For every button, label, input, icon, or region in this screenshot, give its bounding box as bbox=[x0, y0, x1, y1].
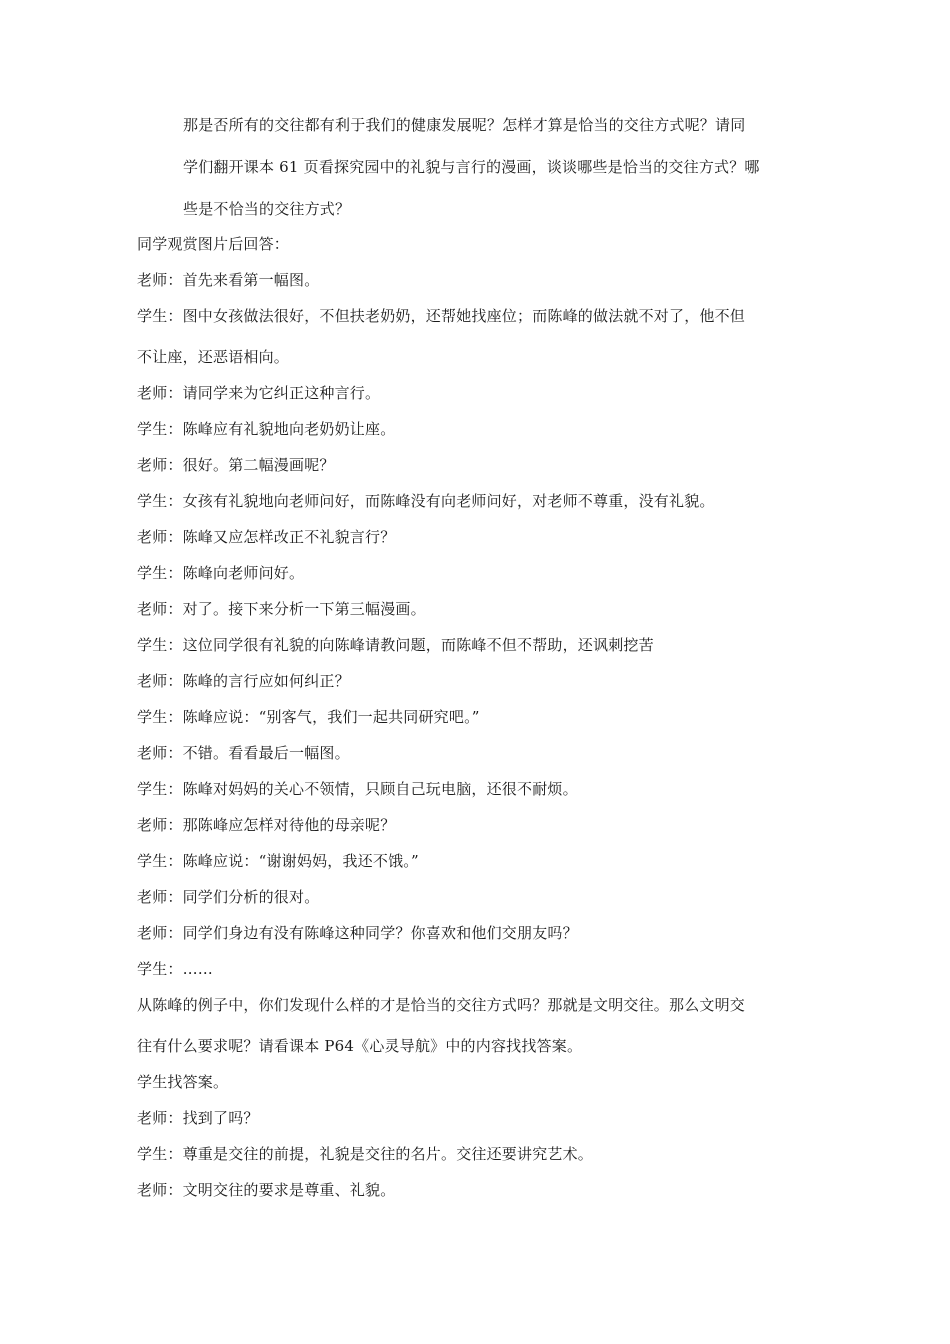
dialogue-line: 老师：找到了吗？ bbox=[137, 1109, 259, 1127]
intro-line: 那是否所有的交往都有利于我们的健康发展呢？怎样才算是恰当的交往方式呢？请同 bbox=[183, 116, 746, 134]
dialogue-line: 老师：那陈峰应怎样对待他的母亲呢？ bbox=[137, 816, 396, 834]
text-line: 从陈峰的例子中，你们发现什么样的才是恰当的交往方式吗？那就是文明交往。那么文明交 bbox=[137, 996, 746, 1014]
dialogue-line: 学生：女孩有礼貌地向老师问好，而陈峰没有向老师问好，对老师不尊重，没有礼貌。 bbox=[137, 492, 715, 510]
dialogue-line: 老师：不错。看看最后一幅图。 bbox=[137, 744, 350, 762]
intro-line: 学们翻开课本 61 页看探究园中的礼貌与言行的漫画，谈谈哪些是恰当的交往方式？哪 bbox=[183, 158, 760, 176]
dialogue-line: 老师：陈峰的言行应如何纠正？ bbox=[137, 672, 350, 690]
dialogue-line: 学生：陈峰应有礼貌地向老奶奶让座。 bbox=[137, 420, 396, 438]
dialogue-line: 老师：同学们分析的很对。 bbox=[137, 888, 320, 906]
dialogue-line: 学生：图中女孩做法很好，不但扶老奶奶，还帮她找座位；而陈峰的做法就不对了，他不但 bbox=[137, 307, 746, 325]
text-line: 同学观赏图片后回答： bbox=[137, 235, 290, 253]
dialogue-line: 学生：陈峰应说：“别客气，我们一起共同研究吧。” bbox=[137, 708, 480, 726]
dialogue-line: 学生：陈峰对妈妈的关心不领情，只顾自己玩电脑，还很不耐烦。 bbox=[137, 780, 578, 798]
dialogue-line: 老师：对了。接下来分析一下第三幅漫画。 bbox=[137, 600, 426, 618]
text-line: 往有什么要求呢？请看课本 P64《心灵导航》中的内容找找答案。 bbox=[137, 1037, 583, 1055]
intro-line: 些是不恰当的交往方式？ bbox=[183, 200, 351, 218]
dialogue-line: 老师：同学们身边有没有陈峰这种同学？你喜欢和他们交朋友吗？ bbox=[137, 924, 578, 942]
dialogue-line: 老师：陈峰又应怎样改正不礼貌言行？ bbox=[137, 528, 396, 546]
dialogue-line: 老师：请同学来为它纠正这种言行。 bbox=[137, 384, 381, 402]
dialogue-line: 学生：…… bbox=[137, 960, 214, 978]
dialogue-line: 老师：首先来看第一幅图。 bbox=[137, 271, 320, 289]
dialogue-line: 学生：陈峰应说：“谢谢妈妈，我还不饿。” bbox=[137, 852, 419, 870]
dialogue-line: 学生：这位同学很有礼貌的向陈峰请教问题，而陈峰不但不帮助，还讽刺挖苦 bbox=[137, 636, 654, 654]
dialogue-line: 不让座，还恶语相向。 bbox=[137, 348, 290, 366]
dialogue-line: 老师：很好。第二幅漫画呢？ bbox=[137, 456, 335, 474]
dialogue-line: 学生：尊重是交往的前提，礼貌是交往的名片。交往还要讲究艺术。 bbox=[137, 1145, 594, 1163]
dialogue-line: 老师：文明交往的要求是尊重、礼貌。 bbox=[137, 1181, 396, 1199]
text-line: 学生找答案。 bbox=[137, 1073, 229, 1091]
dialogue-line: 学生：陈峰向老师问好。 bbox=[137, 564, 305, 582]
